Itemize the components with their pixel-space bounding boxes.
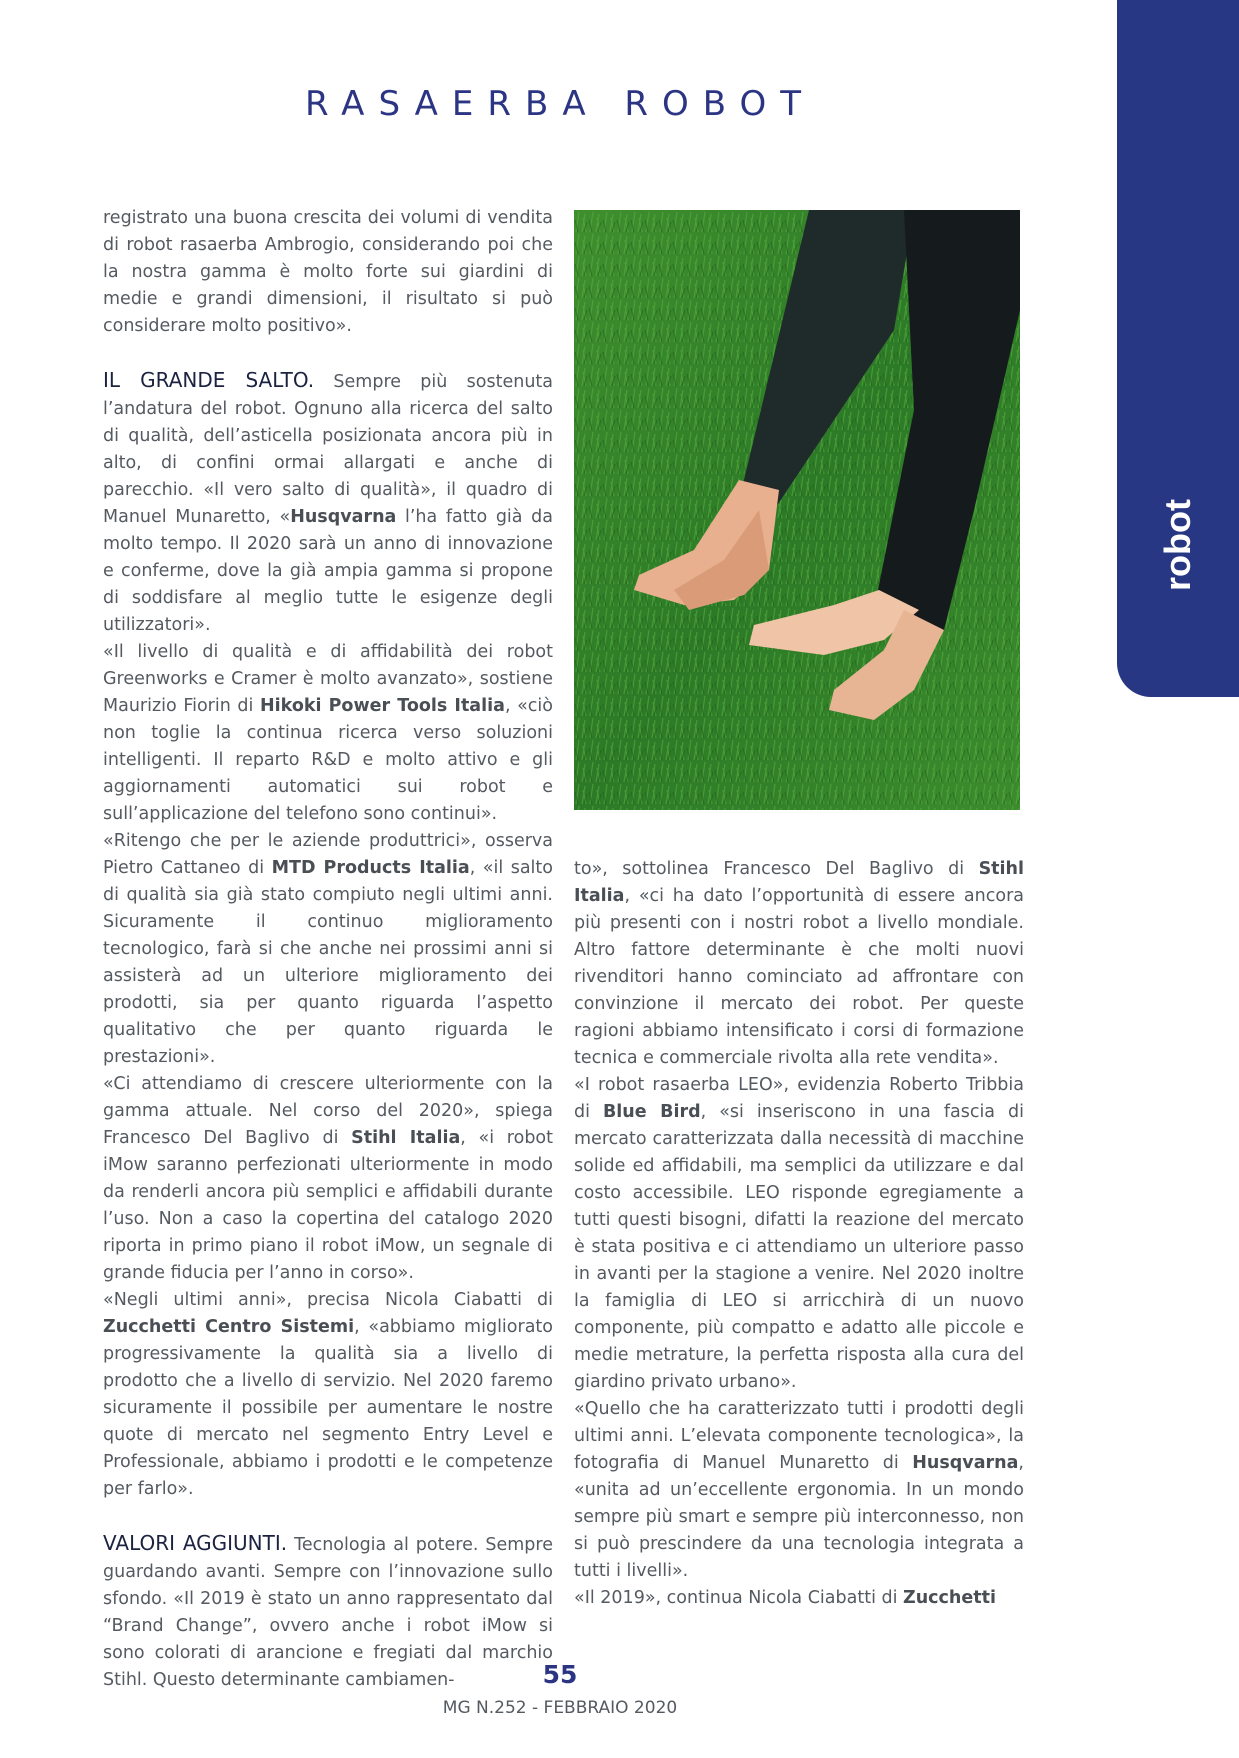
paragraph: «Il livello di qualità e di affidabilità dei robot Greenworks e Cramer è molto avanzato», sostiene Maurizio Fiorin di Hikoki Power Tools Italia, «ciò non toglie la continua ricerca verso soluzioni intelligenti. Il reparto R&D e molto attivo e gli aggiornamenti automatici sui robot e sull’applicazione del telefono sono continui». xyxy=(103,642,553,824)
page-number: 55 xyxy=(542,1660,578,1689)
paragraph: «I robot rasaerba LEO», evidenzia Roberto Tribbia di Blue Bird, «si inseriscono in una fascia di mercato caratterizzata dalla necessità di macchine solide ed affidabili, ma semplici da utilizzare e dal costo accessibile. LEO risponde egregiamente a tutti questi bisogni, difatti la reazione del mercato è stata positiva e ci attendiamo un ulteriore passo in avanti per la stagione a venire. Nel 2020 inoltre la famiglia di LEO si arricchirà di un nuovo componente, più compatto e adatto alle piccole e medie metrature, la perfetta risposta alla cura del giardino privato urbano». xyxy=(574,1075,1024,1392)
section-heading: IL GRANDE SALTO. xyxy=(103,368,315,392)
paragraph: «Ritengo che per le aziende produttrici», osserva Pietro Cattaneo di MTD Products Italia, «il salto di qualità sia già stato compiuto negli ultimi anni. Sicuramente il continuo miglioramento tecnologico, farà si che anche nei prossimi anni si assisterà ad un ulteriore miglioramento dei prodotti, sia per quanto riguarda l’aspetto qualitativo che per quanto riguarda le prestazioni». xyxy=(103,831,553,1067)
paragraph: registrato una buona crescita dei volumi di vendita di robot rasaerba Ambrogio, considerando poi che la nostra gamma è molto forte sui giardini di medie e grandi dimensioni, il risultato si può considerare molto positivo». xyxy=(103,208,553,336)
brand-name: Blue Bird xyxy=(602,1102,701,1122)
brand-name: Husqvarna xyxy=(290,507,397,527)
article-column-left xyxy=(103,205,553,1694)
paragraph: VALORI AGGIUNTI. Tecnologia al potere. Sempre guardando avanti. Sempre con l’innovazione sullo sfondo. «Il 2019 è stato un anno rappresentato dal “Brand Change”, ovvero anche i robot iMow si sono colorati di arancione e fregiati dal marchio Stihl. Questo determinante cambiamen- xyxy=(103,1531,553,1690)
section-heading: VALORI AGGIUNTI. xyxy=(103,1531,288,1555)
side-tab-label: robot xyxy=(1157,499,1198,591)
brand-name: Stihl Italia xyxy=(574,859,1024,906)
brand-name: Zucchetti xyxy=(903,1588,996,1608)
section-side-tab xyxy=(1117,0,1239,697)
article-column-right xyxy=(574,856,1024,1612)
brand-name: MTD Products Italia xyxy=(271,858,470,878)
brand-name: Husqvarna xyxy=(912,1453,1019,1473)
paragraph: to», sottolinea Francesco Del Baglivo di Stihl Italia, «ci ha dato l’opportunità di essere ancora più presenti con i nostri robot a livello mondiale. Altro fattore determinante è che molti nuovi rivenditori hanno cominciato ad affrontare con convinzione il mercato dei robot. Per queste ragioni abbiamo intensificato i corsi di formazione tecnica e commerciale rivolta alla rete vendita». xyxy=(574,859,1024,1068)
brand-name: Stihl Italia xyxy=(351,1128,461,1148)
paragraph: «Il 2019», continua Nicola Ciabatti di Zucchetti xyxy=(574,1588,996,1608)
issue-info: MG N.252 - FEBBRAIO 2020 xyxy=(442,1698,678,1718)
paragraph: «Ci attendiamo di crescere ulteriormente con la gamma attuale. Nel corso del 2020», spiega Francesco Del Baglivo di Stihl Italia, «i robot iMow saranno perfezionati ulteriormente in modo da renderli ancora più semplici e affidabili durante l’uso. Non a caso la copertina del catalogo 2020 riporta in primo piano il robot iMow, un segnale di grande fiducia per l’anno in corso». xyxy=(103,1074,554,1283)
paragraph: «Quello che ha caratterizzato tutti i prodotti degli ultimi anni. L’elevata componente tecnologica», la fotografia di Manuel Munaretto di Husqvarna, «unita ad un’eccellente ergonomia. In un mondo sempre più smart e sempre più interconnesso, non si può prescindere da una tecnologia integrata a tutti i livelli». xyxy=(574,1399,1024,1581)
brand-name: Zucchetti Centro Sistemi xyxy=(103,1317,355,1337)
paragraph: «Negli ultimi anni», precisa Nicola Ciabatti di Zucchetti Centro Sistemi, «abbiamo migliorato progressivamente la qualità sia a livello di prodotto che a livello di servizio. Nel 2020 faremo sicuramente il possibile per aumentare le nostre quote di mercato nel segmento Entry Level e Professionale, abbiamo i prodotti e le competenze per farlo». xyxy=(103,1290,553,1499)
paragraph: IL GRANDE SALTO. Sempre più sostenuta l’andatura del robot. Ognuno alla ricerca del salto di qualità, dell’asticella posizionata ancora più in alto, di confini ormai allargati e anche di parecchio. «Il vero salto di qualità», il quadro di Manuel Munaretto, «Husqvarna l’ha fatto già da molto tempo. Il 2020 sarà un anno di innovazione e conferme, dove la già ampia gamma si propone di soddisfare al meglio tutte le esigenze degli utilizzatori». xyxy=(103,368,553,635)
photo-bare-feet-on-grass xyxy=(574,210,1020,810)
brand-name: Hikoki Power Tools Italia xyxy=(260,696,505,716)
section-title: RASAERBA ROBOT xyxy=(304,84,816,124)
photo-illustration xyxy=(574,210,1020,810)
